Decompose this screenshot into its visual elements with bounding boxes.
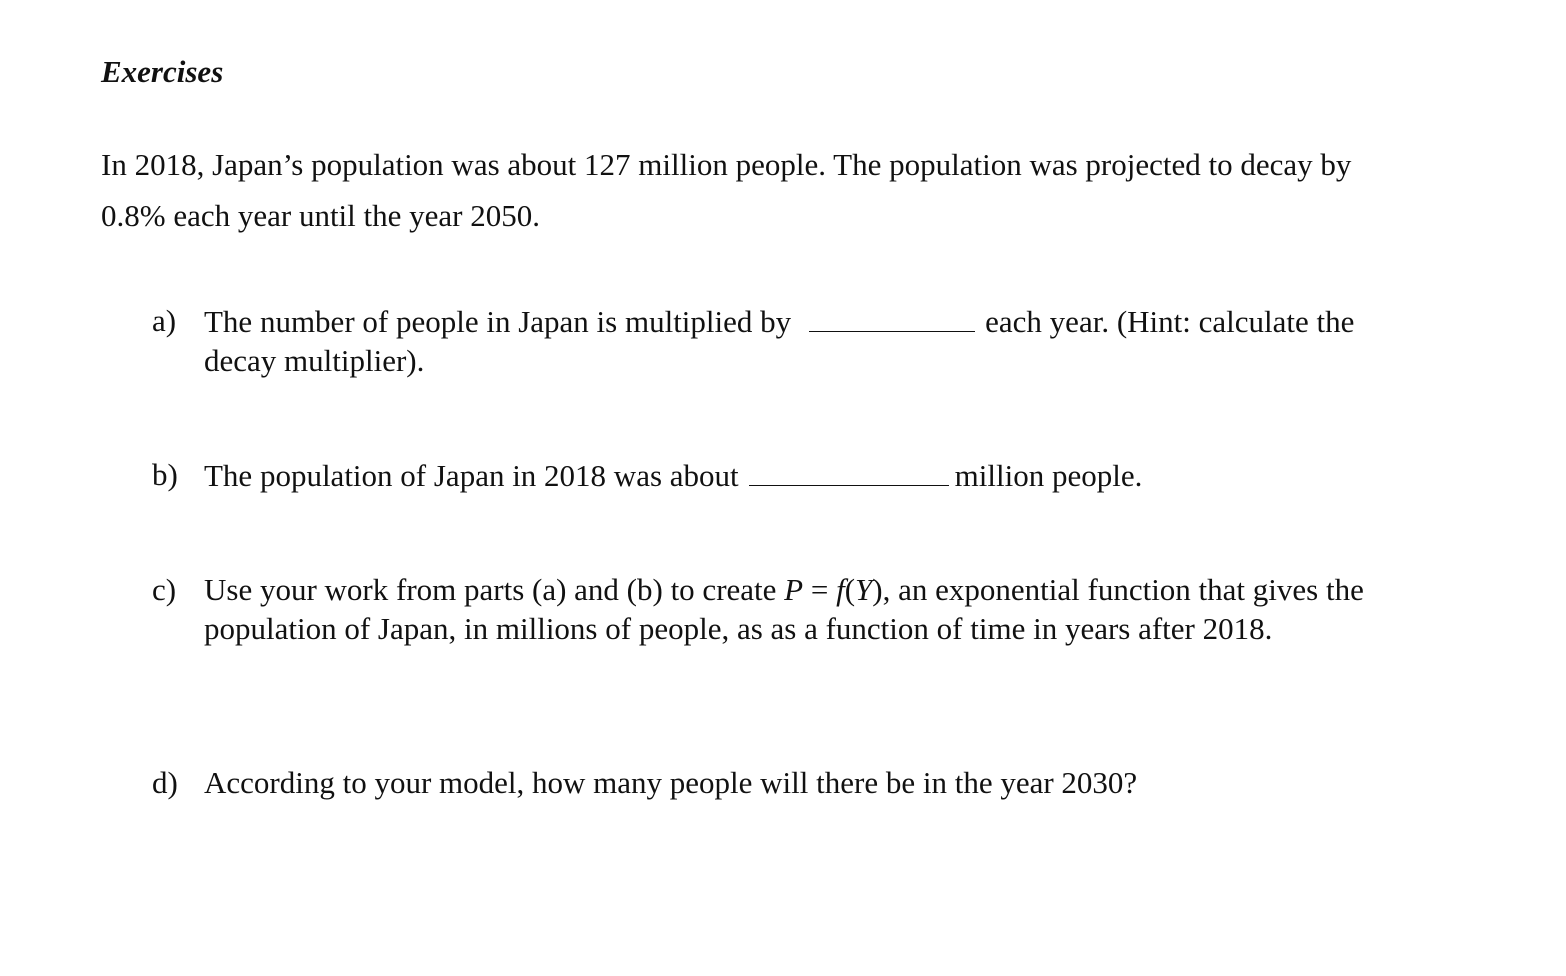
- exercises-heading: Exercises: [101, 54, 224, 89]
- formula-close-paren: ): [872, 572, 883, 607]
- formula-p-variable: P: [784, 572, 804, 607]
- item-a-text-after-blank: each year. (Hint: calculate the: [985, 304, 1355, 339]
- item-a-line-1: [204, 301, 1484, 341]
- item-b-answer-blank[interactable]: [749, 455, 949, 486]
- item-c-body: [204, 570, 1484, 648]
- intro-line-1: In 2018, Japan’s population was about 127 million people. The population was projected to decay by: [101, 147, 1352, 182]
- formula-y-variable: Y: [855, 572, 873, 607]
- item-c-text-start: Use your work from parts (a) and (b) to create: [204, 572, 785, 607]
- intro-line-2: 0.8% each year until the year 2050.: [101, 198, 540, 233]
- item-d-letter: d): [152, 765, 178, 800]
- item-a-text-before-blank: The number of people in Japan is multiplied by: [204, 304, 792, 339]
- item-b-letter: b): [152, 457, 178, 492]
- item-a-letter: a): [152, 303, 177, 338]
- item-d-line-1: According to your model, how many people will there be in the year 2030?: [204, 765, 1138, 800]
- item-a-body: [204, 301, 1484, 380]
- item-b-line-1: [204, 455, 1484, 495]
- item-c-line-2: population of Japan, in millions of people, as as a function of time in years after 2018.: [204, 611, 1273, 646]
- item-a-answer-blank[interactable]: [809, 301, 975, 332]
- formula-equals: =: [803, 572, 837, 607]
- item-c-letter: c): [152, 572, 177, 607]
- item-b-text-before-blank: The population of Japan in 2018 was about: [204, 458, 739, 493]
- item-c-line-1: [204, 570, 1484, 609]
- intro-paragraph: [101, 139, 1481, 241]
- formula-open-paren: (: [844, 572, 856, 607]
- item-c-text-end: , an exponential function that gives the: [882, 572, 1364, 607]
- item-a-line-2: decay multiplier).: [204, 343, 425, 378]
- item-b-body: [204, 455, 1484, 495]
- item-d-body: [204, 763, 1484, 802]
- formula-f-function: f: [836, 572, 845, 607]
- item-b-text-after-blank: million people.: [954, 458, 1143, 493]
